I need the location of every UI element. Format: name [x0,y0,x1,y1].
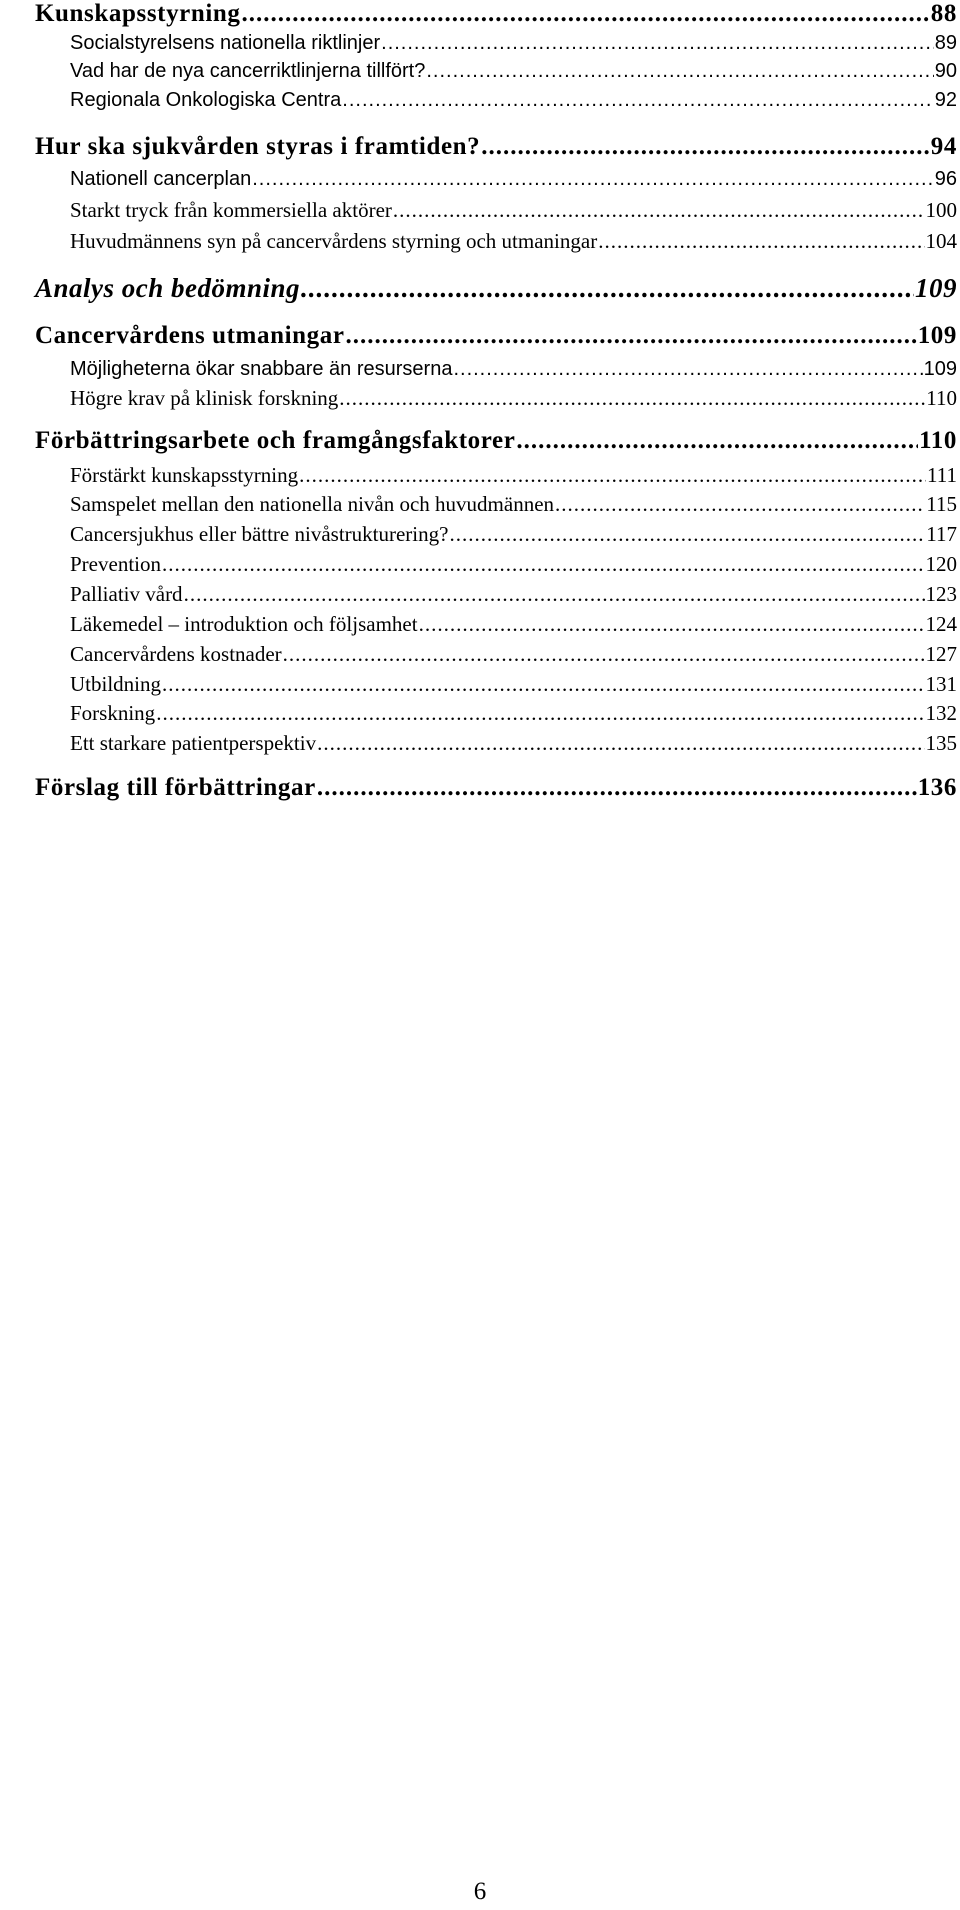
toc-entry-page: 127 [925,642,957,666]
dot-leader [453,358,922,381]
toc-entry-utbildning[interactable] [35,672,957,697]
toc-entry-title: Regionala Onkologiska Centra [70,89,342,111]
toc-entry-page: 88 [930,0,957,27]
dot-leader [516,427,918,455]
toc-entry-title: Möjligheterna ökar snabbare än resurserna [70,358,453,380]
toc-entry-page: 136 [917,774,957,801]
dot-leader [381,32,934,55]
toc-entry-title: Socialstyrelsens nationella riktlinjer [70,32,381,54]
toc-entry-title: Förbättringsarbete och framgångsfaktorer [35,427,516,454]
toc-entry-patientperspektiv[interactable] [35,731,957,756]
dot-leader [156,701,924,726]
toc-entry-page: 109 [923,358,957,380]
toc-entry-title: Nationell cancerplan [70,168,252,190]
toc-entry-page: 135 [925,731,957,755]
toc-entry-huvudmannens-syn[interactable] [35,229,957,254]
toc-entry-cancervardens-kostnader[interactable] [35,642,957,667]
toc-entry-title: Palliativ vård [70,582,183,606]
toc-entry-cancervardens-utmaningar[interactable] [35,322,957,350]
toc-entry-page: 109 [915,273,957,303]
toc-entry-lakemedel[interactable] [35,612,957,637]
toc-entry-page: 96 [934,168,957,190]
dot-leader [419,612,925,637]
dot-leader [162,552,925,577]
toc-entry-page: 131 [925,672,957,696]
dot-leader [555,492,925,517]
toc-entry-socialstyrelsens-riktlinjer[interactable] [35,32,957,55]
toc-entry-klinisk-forskning[interactable] [35,386,957,411]
dot-leader [342,89,933,112]
dot-leader [426,60,933,83]
toc-entry-title: Kunskapsstyrning [35,0,241,27]
toc-entry-kunskapsstyrning[interactable] [35,0,957,28]
toc-entry-page: 94 [930,133,957,160]
toc-entry-title: Ett starkare patientperspektiv [70,731,317,755]
dot-leader [184,582,925,607]
dot-leader [283,642,925,667]
toc-entry-page: 100 [925,198,957,222]
toc-entry-page: 123 [925,582,957,606]
toc-entry-forskning[interactable] [35,701,957,726]
toc-entry-title: Starkt tryck från kommersiella aktörer [70,198,392,222]
toc-entry-title: Cancervårdens utmaningar [35,322,345,349]
dot-leader [317,774,917,802]
toc-entry-title: Forskning [70,701,156,725]
toc-entry-page: 109 [917,322,957,349]
toc-entry-forstarkt-kunskapsstyrning[interactable] [35,463,957,488]
toc-entry-page: 92 [934,89,957,111]
toc-entry-page: 115 [926,492,957,516]
toc-entry-title: Cancervårdens kostnader [70,642,282,666]
toc-entry-page: 117 [926,522,957,546]
dot-leader [598,229,924,254]
dot-leader [299,463,926,488]
toc-entry-title: Utbildning [70,672,162,696]
toc-entry-forslag-till-forbattringar[interactable] [35,774,957,802]
dot-leader [252,168,934,191]
toc-entry-title: Vad har de nya cancerriktlinjerna tillfört? [70,60,426,82]
toc-entry-page: 124 [925,612,957,636]
toc-entry-page: 111 [927,463,957,487]
toc-entry-page: 110 [926,386,957,410]
toc-entry-title: Analys och bedömning [35,273,301,303]
toc-entry-samspelet[interactable] [35,492,957,517]
toc-entry-page: 120 [925,552,957,576]
dot-leader [449,522,925,547]
toc-entry-cancersjukhus[interactable] [35,522,957,547]
toc-entry-forbattringsarbete[interactable] [35,427,957,455]
toc-entry-title: Hur ska sjukvården styras i framtiden? [35,133,481,160]
toc-entry-title: Förstärkt kunskapsstyrning [70,463,299,487]
toc-entry-title: Högre krav på klinisk forskning [70,386,339,410]
toc-entry-title: Samspelet mellan den nationella nivån och huvudmännen [70,492,555,516]
dot-leader [301,273,914,304]
toc-entry-title: Huvudmännens syn på cancervårdens styrning och utmaningar [70,229,598,253]
dot-leader [339,386,925,411]
toc-entry-page: 132 [925,701,957,725]
dot-leader [242,0,930,28]
toc-entry-page: 104 [925,229,957,253]
toc-entry-title: Förslag till förbättringar [35,774,316,801]
toc-entry-palliativ-vard[interactable] [35,582,957,607]
toc-entry-kommersiella-aktorer[interactable] [35,198,957,223]
toc-entry-page: 110 [919,427,957,454]
toc-entry-prevention[interactable] [35,552,957,577]
dot-leader [317,731,924,756]
toc-entry-cancerriktlinjer[interactable] [35,60,957,83]
toc-entry-title: Prevention [70,552,161,576]
toc-entry-title: Läkemedel – introduktion och följsamhet [70,612,418,636]
toc-entry-hur-ska-sjukvarden-styras[interactable] [35,133,957,161]
dot-leader [393,198,925,223]
toc-entry-title: Cancersjukhus eller bättre nivåstrukturering? [70,522,449,546]
toc-entry-regionala-onkologiska-centra[interactable] [35,89,957,112]
toc-entry-mojligheterna-okar[interactable] [35,358,957,381]
toc-entry-nationell-cancerplan[interactable] [35,168,957,191]
dot-leader [162,672,924,697]
toc-entry-page: 90 [934,60,957,82]
toc-entry-analys-och-bedomning[interactable] [35,273,957,304]
dot-leader [346,322,917,350]
page-number: 6 [473,1878,487,1905]
toc-entry-page: 89 [934,32,957,54]
dot-leader [481,133,930,161]
